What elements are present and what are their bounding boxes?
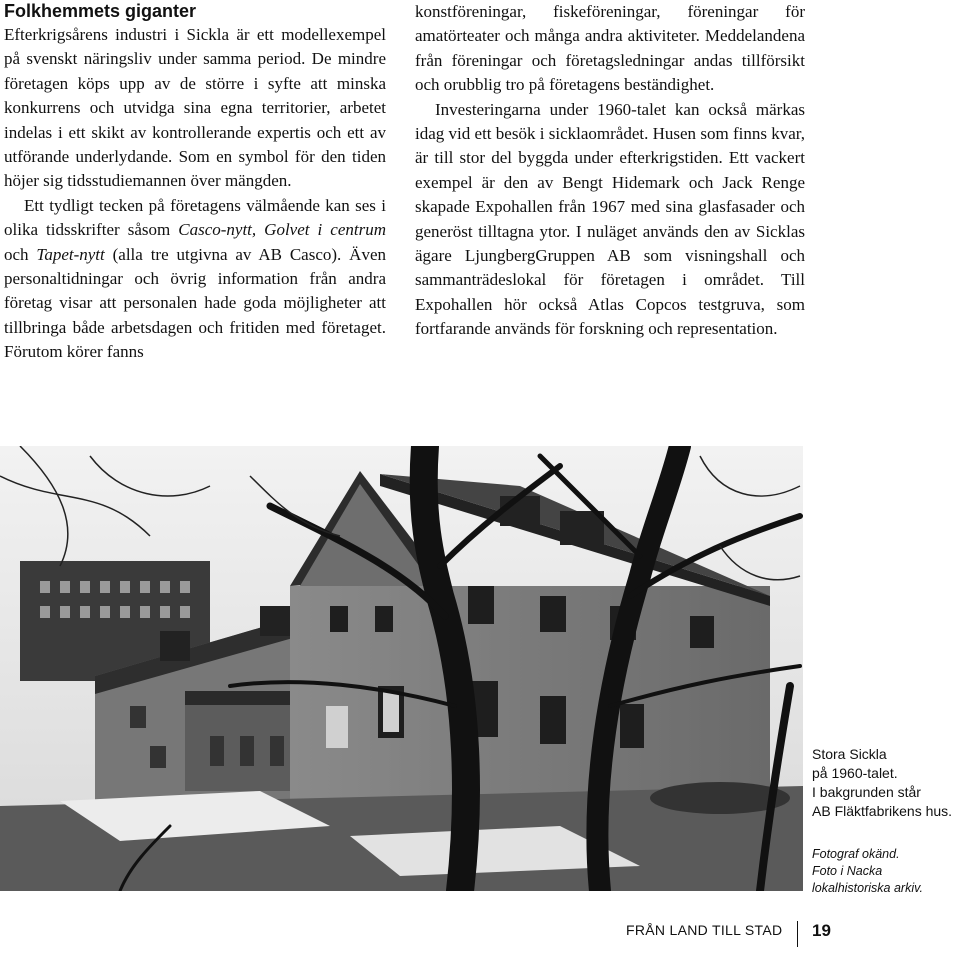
credit-line: lokalhistoriska arkiv.	[812, 881, 923, 895]
caption-line: Stora Sickla	[812, 746, 887, 762]
footer-book-title: FRÅN LAND TILL STAD	[626, 922, 783, 938]
historic-photo	[0, 446, 803, 891]
photo-credit	[812, 846, 960, 897]
footer-divider	[797, 921, 798, 947]
caption-line: I bakgrunden står	[812, 784, 921, 800]
right-text-column	[415, 0, 805, 342]
caption-line: AB Fläktfabrikens hus.	[812, 803, 953, 819]
paragraph-associations: konstföreningar, fiskeföreningar, föreningar för amatörteater och många andra aktiviteter. Meddelandena från föreningar och företagsledningar andas tillförsikt och orubblig tro på företagens beständighet.	[415, 2, 805, 95]
caption-line: på 1960-talet.	[812, 765, 898, 781]
paragraph-intro: Efterkrigsårens industri i Sickla är ett modellexempel på svenskt näringsliv under samma period. De mindre företagen köps upp av de större i syfte att minska konkurrens och utvidga sina egna territorier, arbetet indelas i ett skikt av kontrollerande expertis och ett av utförande underlydande. Som en symbol för den tiden höjer sig tidsstudiemannen över mängden.	[4, 25, 386, 191]
photo-illustration	[0, 446, 803, 891]
article-heading: Folkhemmets giganter	[4, 1, 197, 21]
page-number: 19	[812, 921, 831, 940]
credit-line: Foto i Nacka	[812, 864, 883, 878]
left-text-column	[4, 0, 386, 365]
photo-caption	[812, 745, 960, 821]
paragraph-magazines-text-1: Ett tydligt tecken på företagens välmående kan ses i olika tidsskrifter såsom	[4, 195, 386, 240]
magazine-titles-1: Casco-nytt, Golvet i centrum	[178, 220, 386, 240]
paragraph-magazines	[4, 194, 386, 365]
magazine-titles-2: Tapet-nytt	[36, 244, 105, 264]
credit-line: Fotograf okänd.	[812, 847, 900, 861]
paragraph-magazines-text-3: (alla tre utgivna av AB Casco). Även personaltidningar och övrig information från andra företag visar att personalen hade goda möjligheter att tillbringa både arbetsdagen och fritiden med företaget. Förutom körer fanns	[4, 244, 386, 362]
paragraph-investments: Investeringarna under 1960-talet kan också märkas idag vid ett besök i sicklaområdet. Husen som finns kvar, är till stor del byggda under efterkrigstiden. Ett vackert exempel är den av Bengt Hidemark och Jack Renge skapade Expohallen från 1967 med sina glasfasader och generöst tilltagna ytor. I nuläget används den av Sicklas ägare LjungbergGruppen AB som visningshall och sammanträdeslokal för företagen i området. Till Expohallen hör också Atlas Copcos testgruva, som fortfarande används för forskning och representation.	[415, 99, 805, 339]
paragraph-magazines-text-2: och	[4, 244, 37, 264]
